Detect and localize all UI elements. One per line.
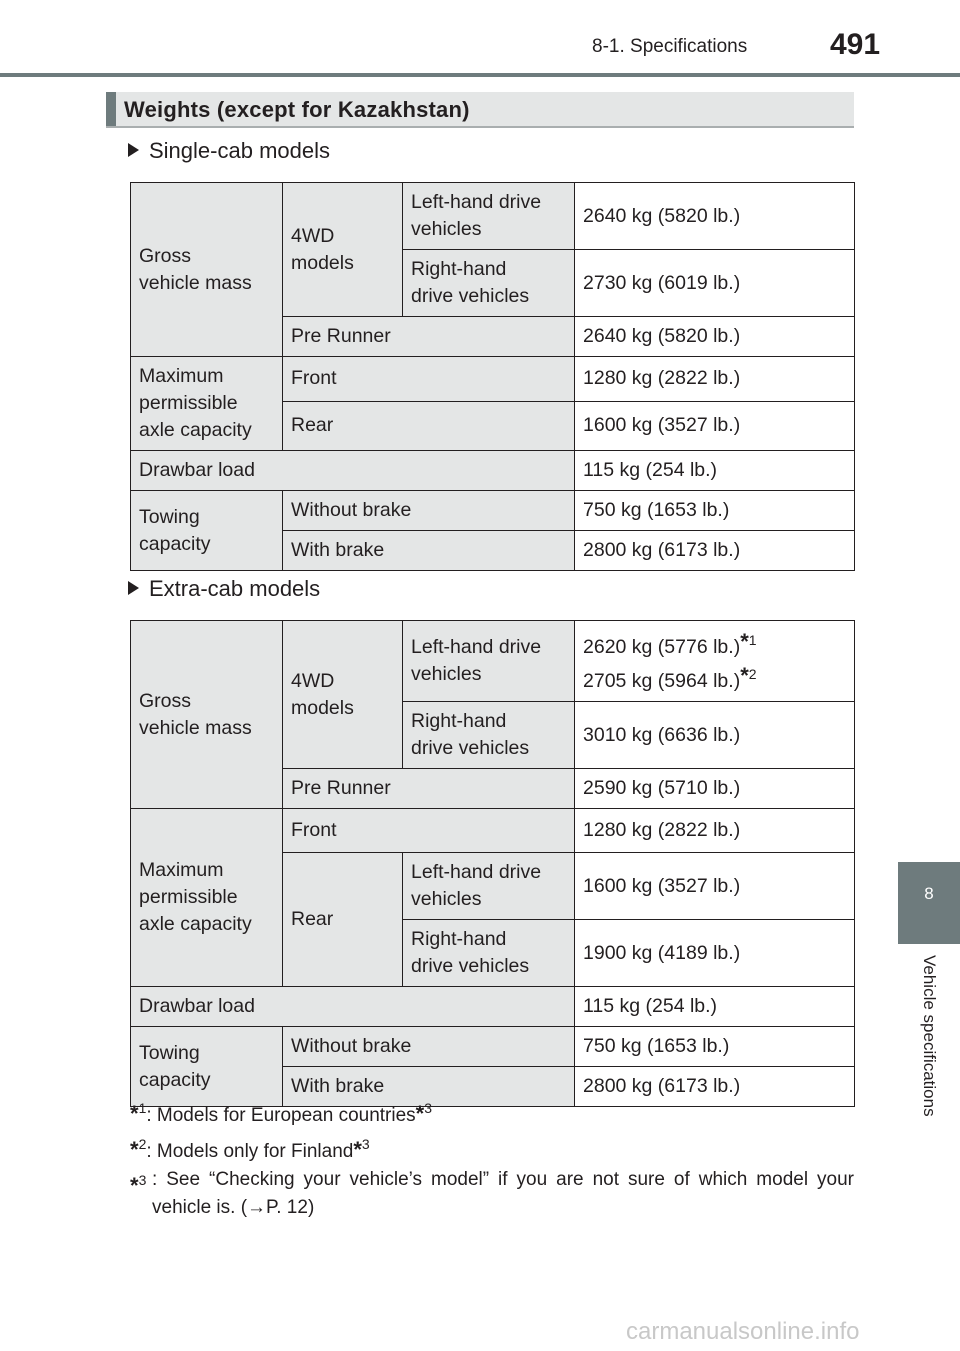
table-cell: 2800 kg (6173 lb.) [575, 1067, 855, 1107]
table-cell: 2640 kg (5820 lb.) [575, 183, 855, 250]
table-cell: Without brake [283, 1027, 575, 1067]
table-cell: 3010 kg (6636 lb.) [575, 702, 855, 769]
table-cell: Right-hand drive vehicles [403, 702, 575, 769]
table-cell: Without brake [283, 491, 575, 531]
table-cell: 1280 kg (2822 lb.) [575, 809, 855, 853]
table-cell: Rear [283, 853, 403, 987]
chapter-tab-number: 8 [924, 884, 934, 903]
section-heading-bar [106, 92, 854, 128]
page-number: 491 [830, 28, 881, 61]
table-cell: Front [283, 357, 575, 402]
footnote-3: *$^3$ : See “Checking your vehicle’s model” if you are not sure of which model your vehicle is. (→P. 12) [130, 1166, 854, 1222]
chapter-tab-label: Vehicle specifications [920, 955, 939, 1117]
footnote-3-text: : See “Checking your vehicle’s model” if you are not sure of which model your vehicle is. (→P. 12) [152, 1169, 854, 1218]
table-cell: 1280 kg (2822 lb.) [575, 357, 855, 402]
table-cell: Maximum permissible axle capacity [131, 357, 283, 451]
lhd-value-european: 2620 kg (5776 lb.) [583, 636, 741, 658]
table-cell: 115 kg (254 lb.) [575, 451, 855, 491]
table-cell: Left-hand drive vehicles [403, 853, 575, 920]
table-cell: Towing capacity [131, 1027, 283, 1107]
table-cell: Drawbar load [131, 987, 575, 1027]
table-cell: 750 kg (1653 lb.) [575, 1027, 855, 1067]
table-cell: 2800 kg (6173 lb.) [575, 531, 855, 571]
footnote-2: *$^2$: Models only for Finland*$^3$ [130, 1136, 370, 1162]
table-cell: 4WD models [283, 621, 403, 769]
table-cell: Rear [283, 401, 575, 450]
table-cell: Gross vehicle mass [131, 183, 283, 357]
table-cell: 115 kg (254 lb.) [575, 987, 855, 1027]
lhd-value-finland: 2705 kg (5964 lb.) [583, 670, 741, 692]
section-heading-accent [106, 92, 116, 126]
table-cell-multi [575, 621, 855, 702]
table-cell: Pre Runner [283, 769, 575, 809]
table-cell: With brake [283, 531, 575, 571]
table-cell: Towing capacity [131, 491, 283, 571]
running-header-section: 8-1. Specifications [592, 36, 748, 57]
single-cab-heading [128, 138, 330, 164]
table-cell: 2590 kg (5710 lb.) [575, 769, 855, 809]
table-cell: With brake [283, 1067, 575, 1107]
table-cell: Gross vehicle mass [131, 621, 283, 809]
table-cell: 750 kg (1653 lb.) [575, 491, 855, 531]
table-cell: 1600 kg (3527 lb.) [575, 401, 855, 450]
table-cell: 1900 kg (4189 lb.) [575, 920, 855, 987]
extra-cab-heading [128, 576, 320, 602]
table-cell: Right-hand drive vehicles [403, 250, 575, 317]
extra-cab-heading-text: Extra-cab models [149, 576, 321, 601]
watermark: carmanualsonline.info [626, 1318, 860, 1345]
extra-cab-table [130, 620, 855, 1107]
footnote-ref: *1 [740, 629, 757, 654]
footnote-ref: *2 [740, 663, 757, 688]
header-rule [0, 73, 960, 77]
table-cell: Drawbar load [131, 451, 575, 491]
table-cell: 1600 kg (3527 lb.) [575, 853, 855, 920]
triangle-bullet-icon [128, 143, 139, 157]
footnote-1: *$^1$: Models for European countries*$^3$ [130, 1100, 433, 1126]
table-cell: 4WD models [283, 183, 403, 317]
triangle-bullet-icon [128, 581, 139, 595]
chapter-tab-label-box [898, 955, 960, 1155]
single-cab-heading-text: Single-cab models [149, 138, 330, 163]
table-cell: Front [283, 809, 575, 853]
table-cell: Left-hand drive vehicles [403, 621, 575, 702]
single-cab-table [130, 182, 855, 571]
table-cell: 2640 kg (5820 lb.) [575, 317, 855, 357]
table-cell: Maximum permissible axle capacity [131, 809, 283, 987]
section-title: Weights (except for Kazakhstan) [124, 97, 470, 122]
table-cell: Left-hand drive vehicles [403, 183, 575, 250]
table-cell: Pre Runner [283, 317, 575, 357]
table-cell: Right-hand drive vehicles [403, 920, 575, 987]
table-cell: 2730 kg (6019 lb.) [575, 250, 855, 317]
